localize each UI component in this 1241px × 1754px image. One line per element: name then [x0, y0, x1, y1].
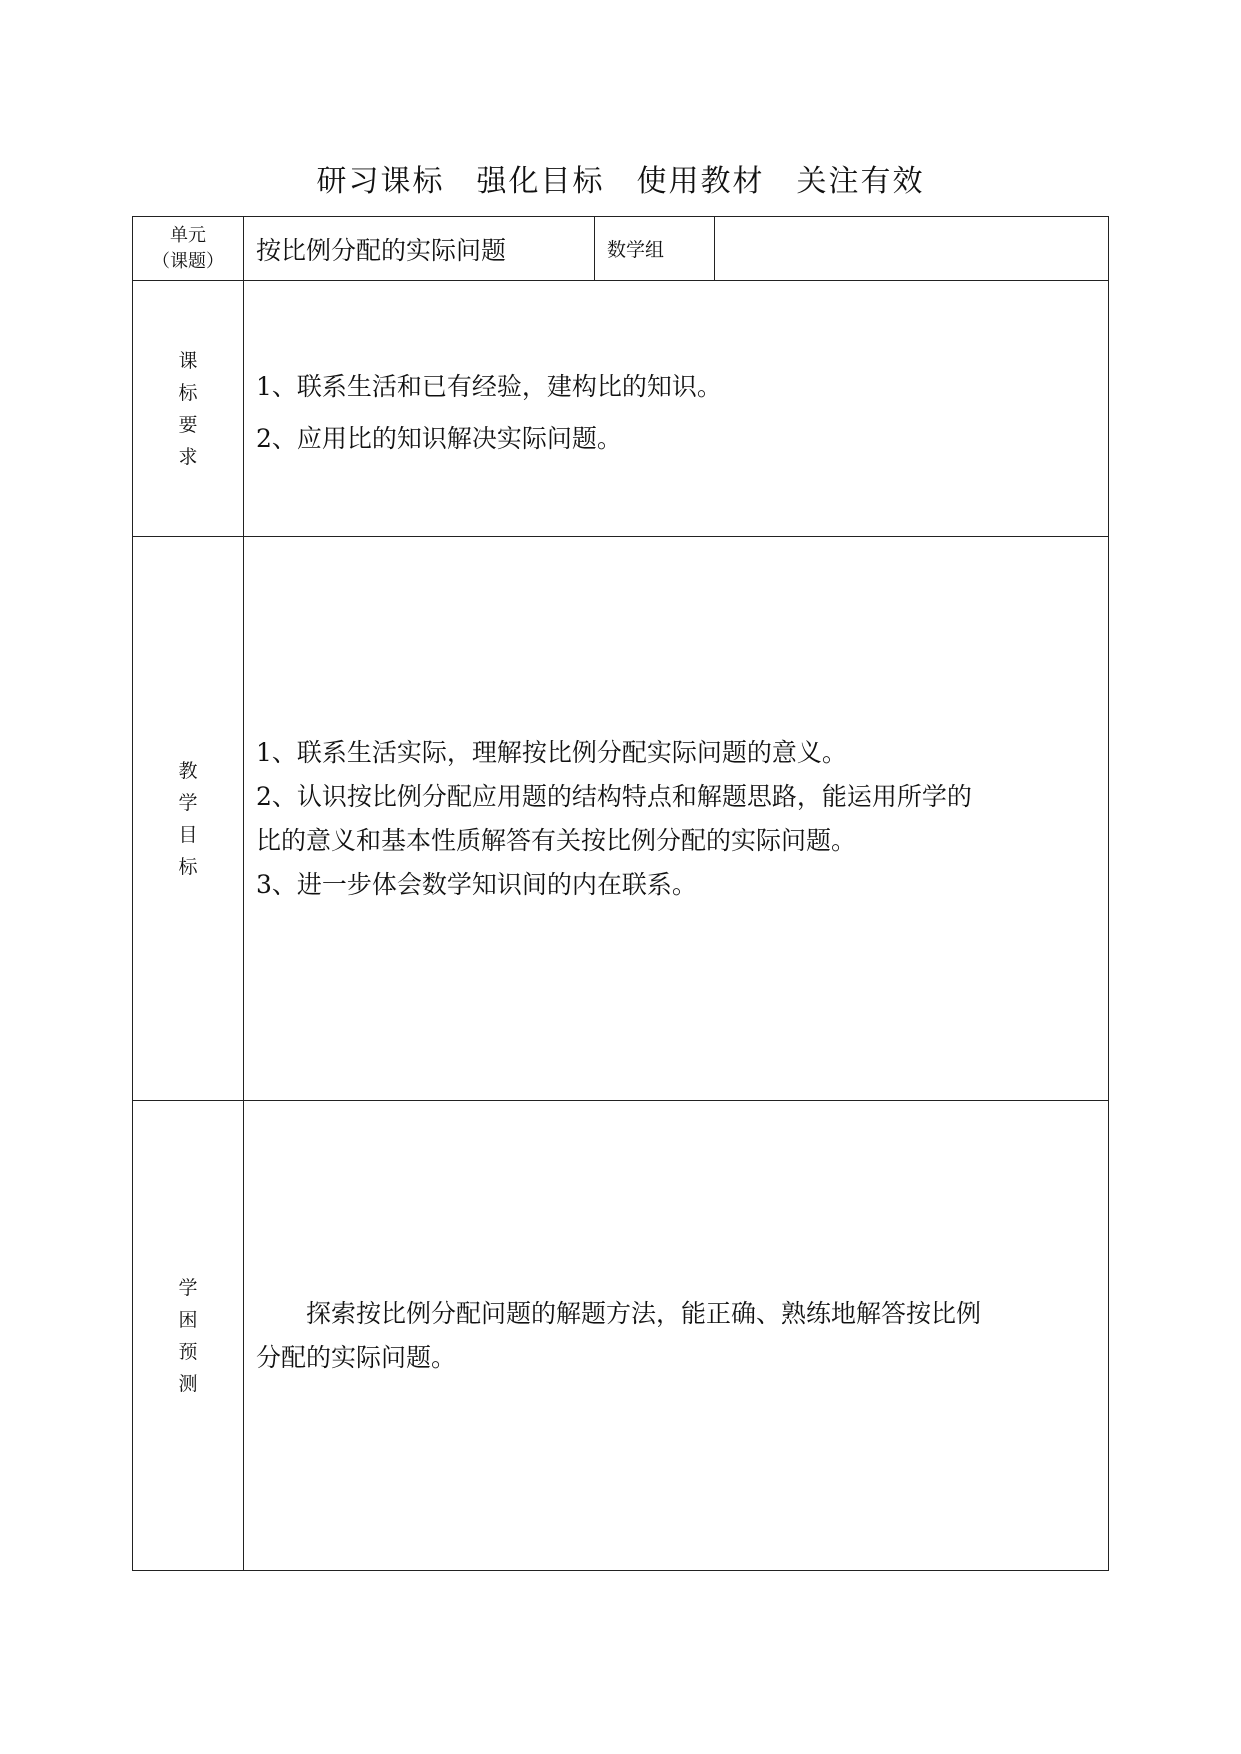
difficulty-line: 探索按比例分配问题的解题方法，能正确、熟练地解答按比例: [306, 1298, 982, 1328]
curriculum-row: [133, 281, 1109, 537]
lesson-form-table: [132, 216, 1109, 1571]
difficulty-label-char: 测: [178, 1372, 198, 1395]
goals-line: 3、进一步体会数学知识间的内在联系。: [256, 869, 697, 899]
curriculum-line: 2、应用比的知识解决实际问题。: [256, 423, 622, 453]
goals-row: [133, 537, 1109, 1101]
unit-label-line2: （课题）: [152, 250, 224, 272]
topic-value: 按比例分配的实际问题: [244, 217, 595, 281]
unit-label-line1: 单元: [170, 224, 206, 246]
goals-label-char: 目: [178, 823, 198, 846]
curriculum-label-char: 求: [178, 445, 198, 468]
goals-line: 比的意义和基本性质解答有关按比例分配的实际问题。: [256, 825, 857, 855]
difficulty-row: [133, 1101, 1109, 1571]
goals-line: 2、认识按比例分配应用题的结构特点和解题思路，能运用所学的: [256, 781, 972, 811]
header-row: [133, 217, 1109, 281]
curriculum-label-char: 课: [178, 349, 198, 372]
extra-cell: [715, 217, 1109, 281]
group-value: 数学组: [595, 217, 715, 281]
difficulty-label-char: 困: [178, 1308, 198, 1331]
goals-label-char: 学: [178, 791, 198, 814]
page-title: 研习课标 强化目标 使用教材 关注有效: [316, 164, 925, 199]
difficulty-content: [244, 1101, 1109, 1571]
goals-label: [133, 537, 244, 1101]
curriculum-label-char: 要: [178, 413, 198, 436]
difficulty-line: 分配的实际问题。: [256, 1342, 457, 1372]
goals-label-char: 标: [178, 855, 198, 878]
curriculum-line: 1、联系生活和已有经验，建构比的知识。: [256, 371, 722, 401]
goals-label-char: 教: [178, 759, 198, 782]
goals-line: 1、联系生活实际，理解按比例分配实际问题的意义。: [256, 737, 847, 767]
curriculum-label: [133, 281, 244, 537]
difficulty-label-char: 预: [178, 1340, 198, 1363]
goals-content: [244, 537, 1109, 1101]
curriculum-content: [244, 281, 1109, 537]
difficulty-label: [133, 1101, 244, 1571]
unit-label-cell: [133, 217, 244, 281]
difficulty-label-char: 学: [178, 1276, 198, 1299]
curriculum-label-char: 标: [178, 381, 198, 404]
